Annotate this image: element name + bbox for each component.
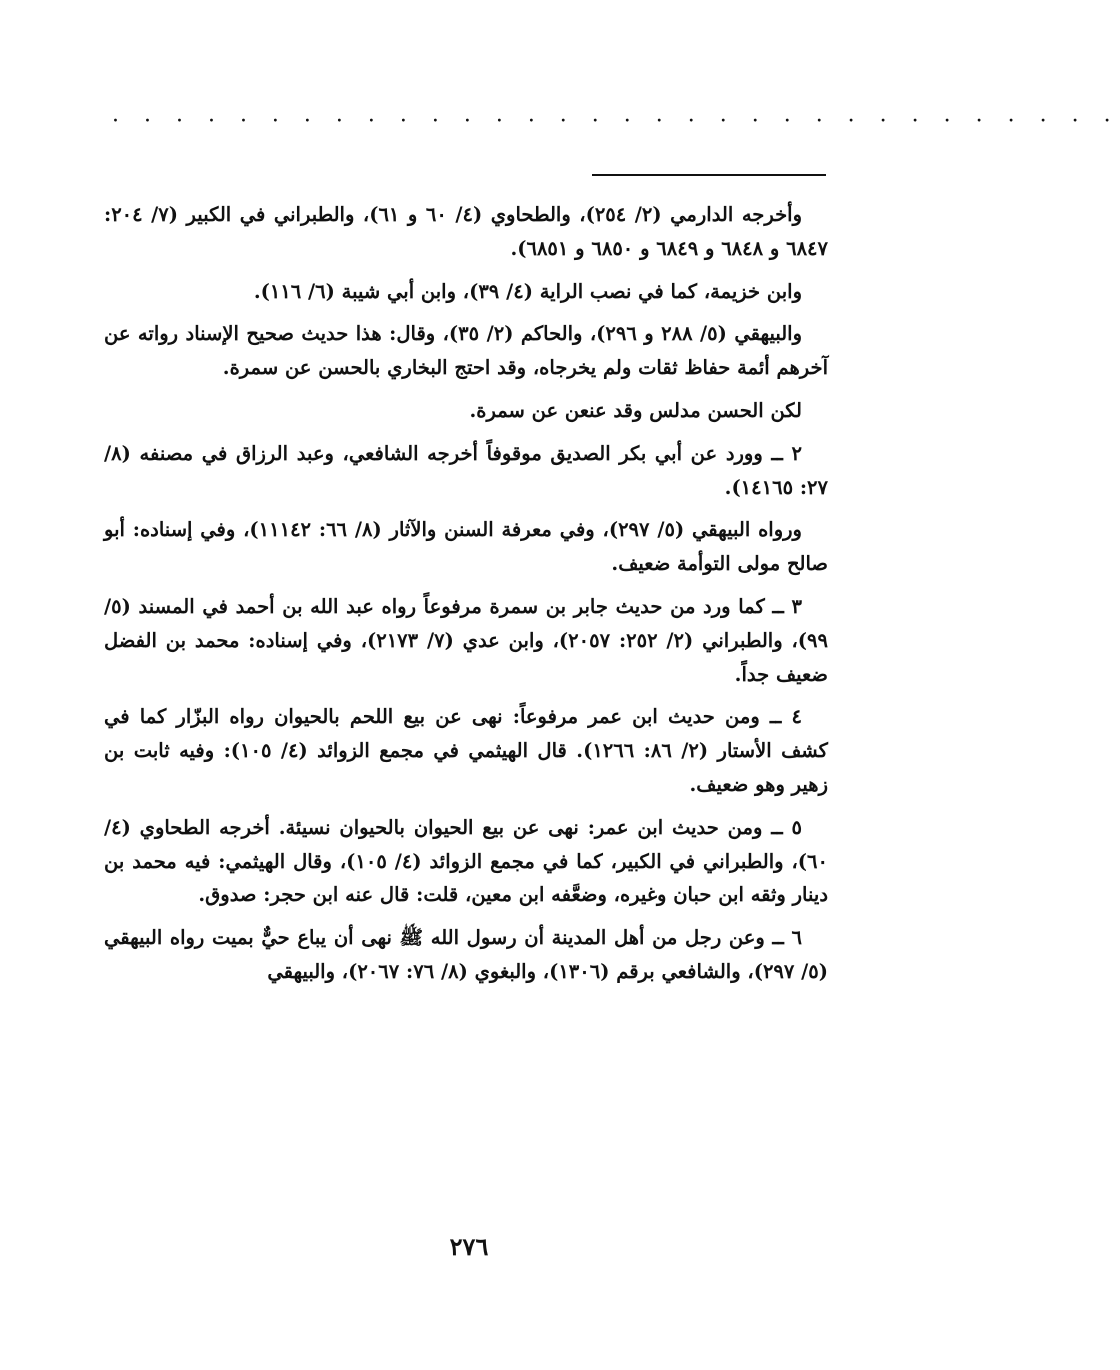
footnote-paragraph: لكن الحسن مدلس وقد عنعن عن سمرة. xyxy=(469,398,802,422)
footnote-paragraph: ٦ ــ وعن رجل من أهل المدينة أن رسول الله ﷺ نهى أن يباع حيٌّ بميت رواه البيهقي (٥/ ٢٩٧)، والشافعي برقم (١٣٠٦)، والبغوي (٨/ ٧٦: ٢٠٦٧)، والبيهقي xyxy=(104,926,828,983)
page-number: ٢٧٦ xyxy=(449,1232,489,1261)
footnotes-body xyxy=(104,198,828,998)
footnote-paragraph: وأخرجه الدارمي (٢/ ٢٥٤)، والطحاوي (٤/ ٦٠ و ٦١)، والطبراني في الكبير (٧/ ٢٠٤: ٦٨٤٧ و ٦٨٤٨ و ٦٨٤٩ و ٦٨٥٠ و ٦٨٥١). xyxy=(104,203,828,260)
dotted-separator: · · · · · · · · · · · · · · · · · · · · · · · · · · · · · · · · xyxy=(112,109,1120,134)
footnote-paragraph: وابن خزيمة، كما في نصب الراية (٤/ ٣٩)، وابن أبي شيبة (٦/ ١١٦). xyxy=(253,279,802,303)
footnote-paragraph: ٤ ــ ومن حديث ابن عمر مرفوعاً: نهى عن بيع اللحم بالحيوان رواه البزّار كما في كشف الأستار (٢/ ٨٦: ١٢٦٦). قال الهيثمي في مجمع الزوائد (٤/ ١٠٥): وفيه ثابت بن زهير وهو ضعيف. xyxy=(104,705,828,796)
footnote-rule xyxy=(592,174,826,176)
footnote-paragraph: ٣ ــ كما ورد من حديث جابر بن سمرة مرفوعاً رواه عبد الله بن أحمد في المسند (٥/ ٩٩)، والطبراني (٢/ ٢٥٢: ٢٠٥٧)، وابن عدي (٧/ ٢١٧٣)، وفي إسناده: محمد بن الفضل ضعيف جداً. xyxy=(104,594,828,686)
footnote-paragraph: ورواه البيهقي (٥/ ٢٩٧)، وفي معرفة السنن والآثار (٨/ ٦٦: ١١١٤٢)، وفي إسناده: أبو صالح مولى التوأمة ضعيف. xyxy=(104,518,828,576)
footnote-paragraph: ٢ ــ وورد عن أبي بكر الصديق موقوفاً أخرجه الشافعي، وعبد الرزاق في مصنفه (٨/ ٢٧: ١٤١٦٥). xyxy=(104,441,828,499)
footnote-paragraph: والبيهقي (٥/ ٢٨٨ و ٢٩٦)، والحاكم (٢/ ٣٥)، وقال: هذا حديث صحيح الإسناد رواته عن آخرهم أئمة حفاظ ثقات ولم يخرجاه، وقد احتج البخاري بالحسن عن سمرة. xyxy=(104,322,828,380)
footnote-paragraph: ٥ ــ ومن حديث ابن عمر: نهى عن بيع الحيوان بالحيوان نسيئة. أخرجه الطحاوي (٤/ ٦٠)، والطبراني في الكبير، كما في مجمع الزوائد (٤/ ١٠٥)، وقال الهيثمي: فيه محمد بن دينار وثقه ابن حبان وغيره، وضعَّفه ابن معين، قلت: قال عنه ابن حجر: صدوق. xyxy=(104,815,828,907)
